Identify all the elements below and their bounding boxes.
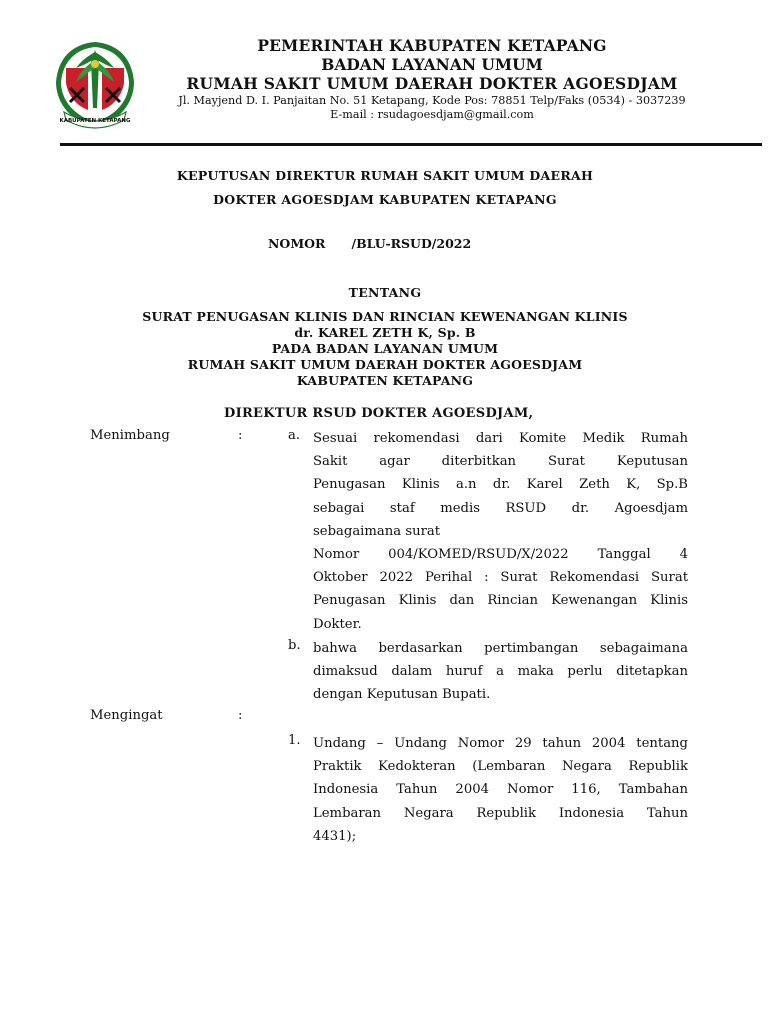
tentang-heading: TENTANG — [348, 285, 422, 300]
hospital-name: RUMAH SAKIT UMUM DAERAH DOKTER AGOESDJAM — [186, 74, 678, 93]
decision-title-line2: DOKTER AGOESDJAM KABUPATEN KETAPANG — [213, 192, 557, 207]
decision-number: NOMOR /BLU-RSUD/2022 — [268, 236, 472, 251]
text-line: Nomor 004/KOMED/RSUD/X/2022 Tanggal 4 — [313, 546, 688, 562]
svg-text:KABUPATEN KETAPANG: KABUPATEN KETAPANG — [59, 118, 131, 124]
text-line: Penugasan Klinis dan Rincian Kewenangan Klinis — [313, 593, 688, 609]
subject-line: SURAT PENUGASAN KLINIS DAN RINCIAN KEWENANGAN KLINIS — [142, 309, 628, 324]
text-line: Indonesia Tahun 2004 Nomor 116, Tambahan — [313, 782, 688, 798]
mengingat-1-text — [313, 732, 688, 848]
subject-line: RUMAH SAKIT UMUM DAERAH DOKTER AGOESDJAM — [187, 357, 583, 372]
text-line: bahwa berdasarkan pertimbangan sebagaimana — [313, 641, 688, 656]
text-line: 4431); — [313, 828, 357, 844]
menimbang-b-text — [313, 637, 688, 707]
text-line: sebagai staf medis RSUD dr. Agoesdjam — [313, 500, 688, 516]
menimbang-b-marker: b. — [288, 638, 301, 653]
text-line: Penugasan Klinis a.n dr. Karel Zeth K, Sp.B — [313, 477, 688, 493]
letterhead-divider — [60, 143, 762, 146]
menimbang-a-text — [313, 427, 688, 636]
text-line: Dokter. — [313, 616, 362, 632]
decision-subject — [60, 309, 710, 389]
regency-logo — [52, 38, 138, 132]
hospital-email: E-mail : rsudagoesdjam@gmail.com — [330, 108, 534, 121]
menimbang-colon: : — [238, 428, 243, 443]
hospital-address: Jl. Mayjend D. I. Panjaitan No. 51 Ketapang, Kode Pos: 78851 Telp/Faks (0534) - 3037239 — [178, 94, 686, 107]
text-line: Oktober 2022 Perihal : Surat Rekomendasi Surat — [313, 570, 688, 586]
subject-line: KABUPATEN KETAPANG — [296, 373, 474, 388]
menimbang-a-marker: a. — [288, 428, 301, 443]
text-line: Sakit agar diterbitkan Surat Keputusan — [313, 454, 688, 470]
subject-line: PADA BADAN LAYANAN UMUM — [271, 341, 499, 356]
text-line: Lembaran Negara Republik Indonesia Tahun — [313, 805, 688, 821]
menimbang-label: Menimbang — [90, 428, 170, 443]
decision-title-line1: KEPUTUSAN DIREKTUR RUMAH SAKIT UMUM DAERAH — [176, 168, 594, 183]
government-name: PEMERINTAH KABUPATEN KETAPANG — [257, 36, 607, 55]
issuer-heading: DIREKTUR RSUD DOKTER AGOESDJAM, — [224, 406, 534, 421]
mengingat-colon: : — [238, 708, 243, 723]
text-line: Undang – Undang Nomor 29 tahun 2004 tentang — [313, 736, 688, 751]
mengingat-1-marker: 1. — [288, 733, 301, 748]
agency-type: BADAN LAYANAN UMUM — [321, 55, 543, 74]
letterhead — [140, 36, 724, 122]
subject-line: dr. KAREL ZETH K, Sp. B — [294, 325, 476, 340]
text-line: Sesuai rekomendasi dari Komite Medik Rumah — [313, 431, 688, 446]
text-line: Praktik Kedokteran (Lembaran Negara Republik — [313, 759, 688, 775]
mengingat-label: Mengingat — [90, 708, 163, 723]
ketapang-emblem-icon — [52, 38, 138, 132]
text-line: sebagaimana surat — [313, 523, 441, 539]
text-line: dimaksud dalam huruf a maka perlu ditetapkan — [313, 664, 688, 680]
text-line: dengan Keputusan Bupati. — [313, 687, 491, 703]
